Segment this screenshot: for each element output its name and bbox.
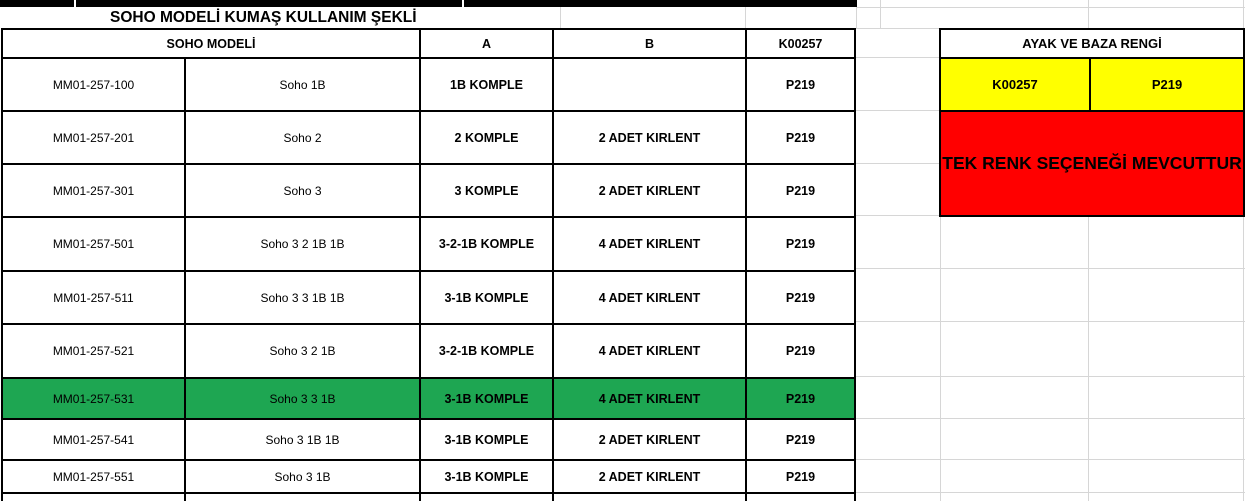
cell-empty[interactable] (747, 494, 856, 501)
header-k00257[interactable]: K00257 (747, 30, 856, 59)
cell-b[interactable]: 2 ADET KIRLENT (554, 420, 747, 461)
gridline (855, 418, 1245, 419)
fabric-usage-table (1, 28, 856, 501)
cell-b[interactable]: 4 ADET KIRLENT (554, 218, 747, 272)
gridline (855, 459, 1245, 460)
header-a[interactable]: A (421, 30, 554, 59)
cell-empty[interactable] (421, 494, 554, 501)
cell-a[interactable]: 3-1B KOMPLE (421, 379, 554, 420)
cutoff-black-row (0, 0, 857, 7)
cell-b[interactable]: 2 ADET KIRLENT (554, 112, 747, 165)
cell-b[interactable]: 2 ADET KIRLENT (554, 165, 747, 218)
sheet-title: SOHO MODELİ KUMAŞ KULLANIM ŞEKLİ (110, 9, 417, 26)
cell-empty[interactable] (3, 494, 186, 501)
cell-model-code[interactable]: MM01-257-201 (3, 112, 186, 165)
column-separator (462, 0, 464, 7)
cell-model-name[interactable]: Soho 3 3 1B 1B (186, 272, 421, 325)
cell-color-code[interactable]: P219 (747, 325, 856, 379)
cell-b[interactable]: 4 ADET KIRLENT (554, 379, 747, 420)
side-codes-row (941, 59, 1245, 112)
cell-a[interactable]: 3-2-1B KOMPLE (421, 325, 554, 379)
header-ayak-ve-baza-rengi[interactable]: AYAK VE BAZA RENGİ (941, 30, 1245, 59)
cell-color-code[interactable]: P219 (747, 165, 856, 218)
cell-model-code[interactable]: MM01-257-501 (3, 218, 186, 272)
cell-a[interactable]: 2 KOMPLE (421, 112, 554, 165)
gridline (745, 7, 746, 28)
cell-a[interactable]: 3-1B KOMPLE (421, 420, 554, 461)
gridline (855, 268, 1245, 269)
cell-color-code[interactable]: P219 (747, 272, 856, 325)
cell-color-code[interactable]: P219 (747, 461, 856, 494)
cell-model-name[interactable]: Soho 3 2 1B (186, 325, 421, 379)
cell-model-name[interactable]: Soho 3 1B 1B (186, 420, 421, 461)
header-b[interactable]: B (554, 30, 747, 59)
cell-model-code[interactable]: MM01-257-551 (3, 461, 186, 494)
cell-model-name[interactable]: Soho 3 3 1B (186, 379, 421, 420)
gridline (855, 376, 1245, 377)
table-row (3, 420, 856, 461)
table-row (3, 461, 856, 494)
leg-base-color-table (939, 28, 1245, 217)
table-row (3, 112, 856, 165)
cell-single-color-note[interactable]: TEK RENK SEÇENEĞİ MEVCUTTUR (941, 112, 1245, 217)
cell-empty[interactable] (186, 494, 421, 501)
header-row (3, 30, 856, 59)
header-soho-modeli[interactable]: SOHO MODELİ (3, 30, 421, 59)
gridline (1088, 0, 1089, 28)
cell-color-code[interactable]: P219 (747, 218, 856, 272)
cell-model-code[interactable]: MM01-257-521 (3, 325, 186, 379)
gridline (560, 7, 561, 28)
cell-color-code[interactable]: P219 (747, 420, 856, 461)
gridline (880, 0, 881, 28)
cell-b[interactable]: 2 ADET KIRLENT (554, 461, 747, 494)
side-note-row (941, 112, 1245, 217)
cell-model-code[interactable]: MM01-257-511 (3, 272, 186, 325)
gridline (855, 492, 1245, 493)
cell-color-code[interactable]: P219 (747, 379, 856, 420)
cell-a[interactable]: 1B KOMPLE (421, 59, 554, 112)
cell-leg-code[interactable]: P219 (1091, 59, 1245, 112)
cell-model-name[interactable]: Soho 1B (186, 59, 421, 112)
cell-model-name[interactable]: Soho 2 (186, 112, 421, 165)
table-row (3, 218, 856, 272)
cell-empty[interactable] (554, 494, 747, 501)
side-header-row (941, 30, 1245, 59)
cell-model-name[interactable]: Soho 3 (186, 165, 421, 218)
cell-model-name[interactable]: Soho 3 1B (186, 461, 421, 494)
cell-a[interactable]: 3 KOMPLE (421, 165, 554, 218)
cell-model-code[interactable]: MM01-257-100 (3, 59, 186, 112)
column-separator (74, 0, 76, 7)
cell-model-code[interactable]: MM01-257-301 (3, 165, 186, 218)
cell-model-code[interactable]: MM01-257-541 (3, 420, 186, 461)
table-row-highlighted (3, 379, 856, 420)
table-row (3, 165, 856, 218)
gridline (856, 7, 857, 28)
table-row-cutoff (3, 494, 856, 501)
cell-fabric-code[interactable]: K00257 (941, 59, 1091, 112)
cell-a[interactable]: 3-1B KOMPLE (421, 272, 554, 325)
cell-a[interactable]: 3-1B KOMPLE (421, 461, 554, 494)
table-row (3, 59, 856, 112)
table-row (3, 325, 856, 379)
cell-a[interactable]: 3-2-1B KOMPLE (421, 218, 554, 272)
cell-b[interactable] (554, 59, 747, 112)
cell-color-code[interactable]: P219 (747, 112, 856, 165)
cell-model-code[interactable]: MM01-257-531 (3, 379, 186, 420)
cell-color-code[interactable]: P219 (747, 59, 856, 112)
gridline (855, 321, 1245, 322)
table-row (3, 272, 856, 325)
cell-model-name[interactable]: Soho 3 2 1B 1B (186, 218, 421, 272)
cell-b[interactable]: 4 ADET KIRLENT (554, 325, 747, 379)
gridline (857, 7, 1245, 8)
cell-b[interactable]: 4 ADET KIRLENT (554, 272, 747, 325)
